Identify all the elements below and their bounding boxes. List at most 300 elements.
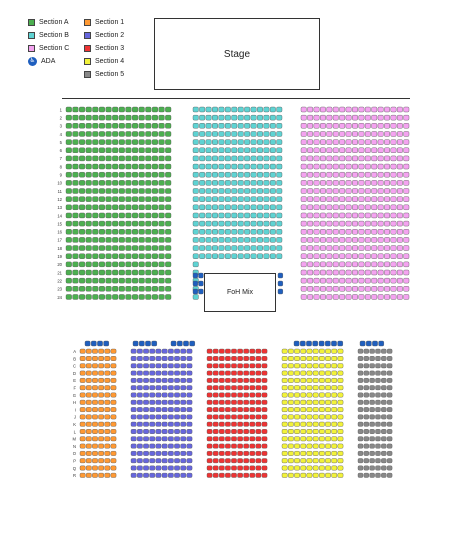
seat-a[interactable] <box>159 246 165 251</box>
seat-c[interactable] <box>320 172 325 177</box>
seat-a[interactable] <box>165 172 171 177</box>
seat-2[interactable] <box>174 349 179 353</box>
seat-b[interactable] <box>232 148 237 153</box>
seat-4[interactable] <box>307 378 312 382</box>
seat-c[interactable] <box>307 131 312 136</box>
seat-a[interactable] <box>112 278 118 283</box>
seat-a[interactable] <box>139 115 145 120</box>
seat-5[interactable] <box>387 444 392 448</box>
seat-a[interactable] <box>112 229 118 234</box>
seat-2[interactable] <box>168 349 173 353</box>
seat-2[interactable] <box>131 400 136 404</box>
seat-1[interactable] <box>86 422 91 426</box>
seat-3[interactable] <box>262 466 267 470</box>
seat-3[interactable] <box>219 429 224 433</box>
seat-2[interactable] <box>162 400 167 404</box>
seat-c[interactable] <box>346 221 351 226</box>
seat-a[interactable] <box>132 131 138 136</box>
seat-b[interactable] <box>232 229 237 234</box>
seat-3[interactable] <box>225 473 230 477</box>
seat-a[interactable] <box>119 164 125 169</box>
seat-2[interactable] <box>131 429 136 433</box>
seat-2[interactable] <box>174 422 179 426</box>
seat-2[interactable] <box>181 422 186 426</box>
seat-2[interactable] <box>143 444 148 448</box>
seat-a[interactable] <box>99 189 105 194</box>
seat-c[interactable] <box>359 229 364 234</box>
seat-1[interactable] <box>105 429 110 433</box>
seat-c[interactable] <box>346 123 351 128</box>
ada-seat[interactable] <box>133 341 138 346</box>
seat-5[interactable] <box>381 393 386 397</box>
seat-b[interactable] <box>270 164 275 169</box>
seat-b[interactable] <box>206 213 211 218</box>
ada-seat[interactable] <box>199 273 204 278</box>
seat-3[interactable] <box>225 393 230 397</box>
ada-seat[interactable] <box>97 341 102 346</box>
seat-3[interactable] <box>256 349 261 353</box>
seat-4[interactable] <box>313 378 318 382</box>
seat-c[interactable] <box>378 294 383 299</box>
seat-5[interactable] <box>364 407 369 411</box>
seat-5[interactable] <box>358 393 363 397</box>
seat-a[interactable] <box>159 278 165 283</box>
seat-c[interactable] <box>339 123 344 128</box>
seat-3[interactable] <box>219 444 224 448</box>
seat-4[interactable] <box>294 473 299 477</box>
seat-c[interactable] <box>333 278 338 283</box>
seat-c[interactable] <box>391 164 396 169</box>
seat-2[interactable] <box>187 459 192 463</box>
seat-a[interactable] <box>132 229 138 234</box>
seat-1[interactable] <box>80 386 85 390</box>
seat-a[interactable] <box>79 180 85 185</box>
seat-2[interactable] <box>174 444 179 448</box>
seat-b[interactable] <box>225 229 230 234</box>
seat-a[interactable] <box>146 123 152 128</box>
seat-4[interactable] <box>301 371 306 375</box>
seat-2[interactable] <box>168 437 173 441</box>
seat-c[interactable] <box>327 172 332 177</box>
seat-c[interactable] <box>404 164 409 169</box>
seat-b[interactable] <box>193 140 198 145</box>
seat-a[interactable] <box>106 221 112 226</box>
seat-b[interactable] <box>257 213 262 218</box>
seat-4[interactable] <box>294 400 299 404</box>
seat-b[interactable] <box>277 189 282 194</box>
seat-b[interactable] <box>270 148 275 153</box>
seat-5[interactable] <box>381 400 386 404</box>
seat-b[interactable] <box>212 140 217 145</box>
seat-a[interactable] <box>159 262 165 267</box>
seat-5[interactable] <box>358 473 363 477</box>
seat-c[interactable] <box>301 229 306 234</box>
seat-1[interactable] <box>80 437 85 441</box>
seat-3[interactable] <box>262 407 267 411</box>
seat-b[interactable] <box>270 156 275 161</box>
seat-a[interactable] <box>152 115 158 120</box>
seat-3[interactable] <box>213 429 218 433</box>
seat-c[interactable] <box>359 294 364 299</box>
seat-5[interactable] <box>376 415 381 419</box>
seat-b[interactable] <box>257 246 262 251</box>
seat-1[interactable] <box>111 349 116 353</box>
seat-b[interactable] <box>270 221 275 226</box>
seat-c[interactable] <box>339 189 344 194</box>
seat-a[interactable] <box>126 189 132 194</box>
seat-c[interactable] <box>359 286 364 291</box>
seat-a[interactable] <box>93 189 99 194</box>
seat-c[interactable] <box>307 123 312 128</box>
seat-5[interactable] <box>364 386 369 390</box>
seat-c[interactable] <box>397 180 402 185</box>
seat-a[interactable] <box>165 205 171 210</box>
seat-2[interactable] <box>131 466 136 470</box>
seat-c[interactable] <box>327 221 332 226</box>
seat-a[interactable] <box>66 107 72 112</box>
seat-5[interactable] <box>358 415 363 419</box>
seat-a[interactable] <box>152 156 158 161</box>
seat-5[interactable] <box>364 444 369 448</box>
seat-b[interactable] <box>270 213 275 218</box>
seat-a[interactable] <box>159 172 165 177</box>
seat-2[interactable] <box>168 451 173 455</box>
seat-a[interactable] <box>66 294 72 299</box>
seat-a[interactable] <box>165 156 171 161</box>
seat-c[interactable] <box>333 213 338 218</box>
seat-a[interactable] <box>99 262 105 267</box>
seat-c[interactable] <box>365 229 370 234</box>
seat-2[interactable] <box>168 371 173 375</box>
seat-5[interactable] <box>364 466 369 470</box>
seat-a[interactable] <box>73 197 79 202</box>
seat-b[interactable] <box>199 107 204 112</box>
seat-3[interactable] <box>262 451 267 455</box>
seat-5[interactable] <box>358 444 363 448</box>
seat-c[interactable] <box>307 270 312 275</box>
seat-c[interactable] <box>391 148 396 153</box>
seat-c[interactable] <box>397 278 402 283</box>
seat-b[interactable] <box>238 189 243 194</box>
seat-a[interactable] <box>152 140 158 145</box>
seat-a[interactable] <box>79 197 85 202</box>
seat-4[interactable] <box>294 451 299 455</box>
seat-4[interactable] <box>313 473 318 477</box>
seat-b[interactable] <box>238 123 243 128</box>
seat-4[interactable] <box>313 400 318 404</box>
seat-2[interactable] <box>168 444 173 448</box>
seat-a[interactable] <box>86 197 92 202</box>
seat-c[interactable] <box>397 205 402 210</box>
seat-b[interactable] <box>219 164 224 169</box>
seat-b[interactable] <box>257 164 262 169</box>
seat-3[interactable] <box>219 386 224 390</box>
seat-2[interactable] <box>131 364 136 368</box>
seat-a[interactable] <box>119 148 125 153</box>
seat-a[interactable] <box>66 131 72 136</box>
seat-a[interactable] <box>152 237 158 242</box>
seat-4[interactable] <box>319 473 324 477</box>
seat-c[interactable] <box>333 107 338 112</box>
seat-a[interactable] <box>132 164 138 169</box>
seat-4[interactable] <box>319 378 324 382</box>
seat-b[interactable] <box>251 180 256 185</box>
seat-b[interactable] <box>270 131 275 136</box>
seat-1[interactable] <box>111 415 116 419</box>
seat-c[interactable] <box>346 107 351 112</box>
seat-5[interactable] <box>364 459 369 463</box>
seat-c[interactable] <box>339 262 344 267</box>
seat-a[interactable] <box>99 131 105 136</box>
seat-5[interactable] <box>387 400 392 404</box>
seat-1[interactable] <box>80 378 85 382</box>
seat-a[interactable] <box>93 270 99 275</box>
seat-a[interactable] <box>139 229 145 234</box>
seat-a[interactable] <box>126 123 132 128</box>
seat-a[interactable] <box>93 115 99 120</box>
seat-a[interactable] <box>66 148 72 153</box>
seat-b[interactable] <box>238 229 243 234</box>
seat-a[interactable] <box>112 156 118 161</box>
seat-c[interactable] <box>372 229 377 234</box>
seat-4[interactable] <box>301 451 306 455</box>
seat-a[interactable] <box>132 221 138 226</box>
seat-b[interactable] <box>270 180 275 185</box>
seat-a[interactable] <box>146 246 152 251</box>
seat-b[interactable] <box>206 131 211 136</box>
seat-5[interactable] <box>358 429 363 433</box>
seat-b[interactable] <box>193 246 198 251</box>
seat-5[interactable] <box>376 459 381 463</box>
seat-5[interactable] <box>387 407 392 411</box>
ada-seat[interactable] <box>190 341 195 346</box>
seat-b[interactable] <box>264 123 269 128</box>
seat-5[interactable] <box>358 422 363 426</box>
seat-c[interactable] <box>404 107 409 112</box>
seat-2[interactable] <box>143 429 148 433</box>
seat-a[interactable] <box>132 123 138 128</box>
seat-a[interactable] <box>126 246 132 251</box>
seat-a[interactable] <box>152 262 158 267</box>
seat-2[interactable] <box>181 356 186 360</box>
seat-1[interactable] <box>105 451 110 455</box>
seat-c[interactable] <box>352 237 357 242</box>
seat-a[interactable] <box>152 131 158 136</box>
seat-3[interactable] <box>219 459 224 463</box>
seat-3[interactable] <box>231 415 236 419</box>
seat-b[interactable] <box>193 254 198 259</box>
seat-a[interactable] <box>79 254 85 259</box>
seat-4[interactable] <box>338 371 343 375</box>
seat-3[interactable] <box>256 400 261 404</box>
seat-b[interactable] <box>199 197 204 202</box>
seat-c[interactable] <box>359 205 364 210</box>
seat-c[interactable] <box>397 213 402 218</box>
seat-a[interactable] <box>112 172 118 177</box>
seat-c[interactable] <box>346 172 351 177</box>
seat-a[interactable] <box>86 164 92 169</box>
seat-c[interactable] <box>365 131 370 136</box>
seat-a[interactable] <box>79 107 85 112</box>
seat-a[interactable] <box>152 221 158 226</box>
seat-3[interactable] <box>219 451 224 455</box>
seat-2[interactable] <box>181 393 186 397</box>
ada-seat[interactable] <box>338 341 343 346</box>
seat-c[interactable] <box>333 294 338 299</box>
seat-c[interactable] <box>397 221 402 226</box>
seat-c[interactable] <box>327 278 332 283</box>
seat-a[interactable] <box>126 164 132 169</box>
seat-c[interactable] <box>327 107 332 112</box>
seat-c[interactable] <box>378 278 383 283</box>
seat-3[interactable] <box>238 386 243 390</box>
seat-3[interactable] <box>256 459 261 463</box>
seat-c[interactable] <box>320 123 325 128</box>
seat-a[interactable] <box>99 221 105 226</box>
seat-b[interactable] <box>193 172 198 177</box>
seat-c[interactable] <box>365 205 370 210</box>
seat-3[interactable] <box>256 407 261 411</box>
seat-1[interactable] <box>86 429 91 433</box>
seat-a[interactable] <box>73 213 79 218</box>
seat-5[interactable] <box>381 386 386 390</box>
seat-a[interactable] <box>152 172 158 177</box>
seat-c[interactable] <box>314 262 319 267</box>
seat-c[interactable] <box>346 286 351 291</box>
seat-b[interactable] <box>264 180 269 185</box>
seat-b[interactable] <box>193 197 198 202</box>
seat-c[interactable] <box>378 140 383 145</box>
seat-c[interactable] <box>397 156 402 161</box>
seat-c[interactable] <box>327 180 332 185</box>
seat-c[interactable] <box>301 131 306 136</box>
seat-a[interactable] <box>139 254 145 259</box>
seat-4[interactable] <box>338 422 343 426</box>
seat-4[interactable] <box>301 407 306 411</box>
seat-a[interactable] <box>119 221 125 226</box>
seat-a[interactable] <box>132 270 138 275</box>
seat-4[interactable] <box>294 393 299 397</box>
seat-2[interactable] <box>143 451 148 455</box>
seat-c[interactable] <box>314 131 319 136</box>
seat-b[interactable] <box>219 115 224 120</box>
seat-b[interactable] <box>225 123 230 128</box>
seat-c[interactable] <box>359 107 364 112</box>
seat-a[interactable] <box>159 180 165 185</box>
seat-4[interactable] <box>325 393 330 397</box>
seat-a[interactable] <box>93 140 99 145</box>
seat-c[interactable] <box>307 229 312 234</box>
seat-b[interactable] <box>225 172 230 177</box>
seat-b[interactable] <box>264 246 269 251</box>
seat-c[interactable] <box>378 123 383 128</box>
seat-a[interactable] <box>132 180 138 185</box>
seat-b[interactable] <box>193 262 198 267</box>
seat-a[interactable] <box>165 131 171 136</box>
seat-a[interactable] <box>165 115 171 120</box>
seat-1[interactable] <box>86 473 91 477</box>
seat-3[interactable] <box>244 473 249 477</box>
seat-a[interactable] <box>66 229 72 234</box>
seat-b[interactable] <box>251 107 256 112</box>
seat-a[interactable] <box>66 246 72 251</box>
seat-c[interactable] <box>346 148 351 153</box>
seat-c[interactable] <box>339 197 344 202</box>
seat-3[interactable] <box>250 429 255 433</box>
seat-a[interactable] <box>112 294 118 299</box>
seat-3[interactable] <box>213 378 218 382</box>
seat-b[interactable] <box>219 213 224 218</box>
seat-b[interactable] <box>199 123 204 128</box>
seat-5[interactable] <box>387 473 392 477</box>
seat-b[interactable] <box>244 131 249 136</box>
seat-1[interactable] <box>99 393 104 397</box>
seat-c[interactable] <box>359 221 364 226</box>
seat-a[interactable] <box>139 286 145 291</box>
seat-a[interactable] <box>146 107 152 112</box>
seat-c[interactable] <box>352 262 357 267</box>
seat-a[interactable] <box>99 229 105 234</box>
seat-b[interactable] <box>212 197 217 202</box>
seat-4[interactable] <box>307 356 312 360</box>
seat-c[interactable] <box>365 262 370 267</box>
seat-1[interactable] <box>111 429 116 433</box>
seat-4[interactable] <box>313 386 318 390</box>
seat-3[interactable] <box>256 444 261 448</box>
seat-b[interactable] <box>225 197 230 202</box>
seat-2[interactable] <box>174 371 179 375</box>
seat-c[interactable] <box>352 189 357 194</box>
seat-c[interactable] <box>397 131 402 136</box>
seat-a[interactable] <box>152 107 158 112</box>
seat-3[interactable] <box>238 407 243 411</box>
seat-1[interactable] <box>86 437 91 441</box>
seat-c[interactable] <box>301 286 306 291</box>
seat-3[interactable] <box>207 415 212 419</box>
seat-3[interactable] <box>207 386 212 390</box>
seat-a[interactable] <box>112 123 118 128</box>
seat-3[interactable] <box>219 364 224 368</box>
seat-a[interactable] <box>73 246 79 251</box>
seat-a[interactable] <box>165 237 171 242</box>
seat-3[interactable] <box>225 466 230 470</box>
seat-3[interactable] <box>238 466 243 470</box>
seat-5[interactable] <box>387 386 392 390</box>
seat-c[interactable] <box>352 123 357 128</box>
seat-4[interactable] <box>294 466 299 470</box>
seat-a[interactable] <box>112 197 118 202</box>
seat-b[interactable] <box>232 140 237 145</box>
seat-5[interactable] <box>387 364 392 368</box>
seat-a[interactable] <box>126 278 132 283</box>
seat-c[interactable] <box>339 172 344 177</box>
seat-c[interactable] <box>301 270 306 275</box>
seat-c[interactable] <box>327 262 332 267</box>
seat-c[interactable] <box>384 148 389 153</box>
seat-4[interactable] <box>307 429 312 433</box>
seat-c[interactable] <box>391 278 396 283</box>
ada-seat[interactable] <box>300 341 305 346</box>
seat-3[interactable] <box>238 356 243 360</box>
seat-5[interactable] <box>358 356 363 360</box>
seat-c[interactable] <box>404 294 409 299</box>
seat-2[interactable] <box>137 407 142 411</box>
ada-seat[interactable] <box>104 341 109 346</box>
seat-a[interactable] <box>106 286 112 291</box>
seat-a[interactable] <box>146 205 152 210</box>
seat-b[interactable] <box>270 229 275 234</box>
seat-2[interactable] <box>181 371 186 375</box>
